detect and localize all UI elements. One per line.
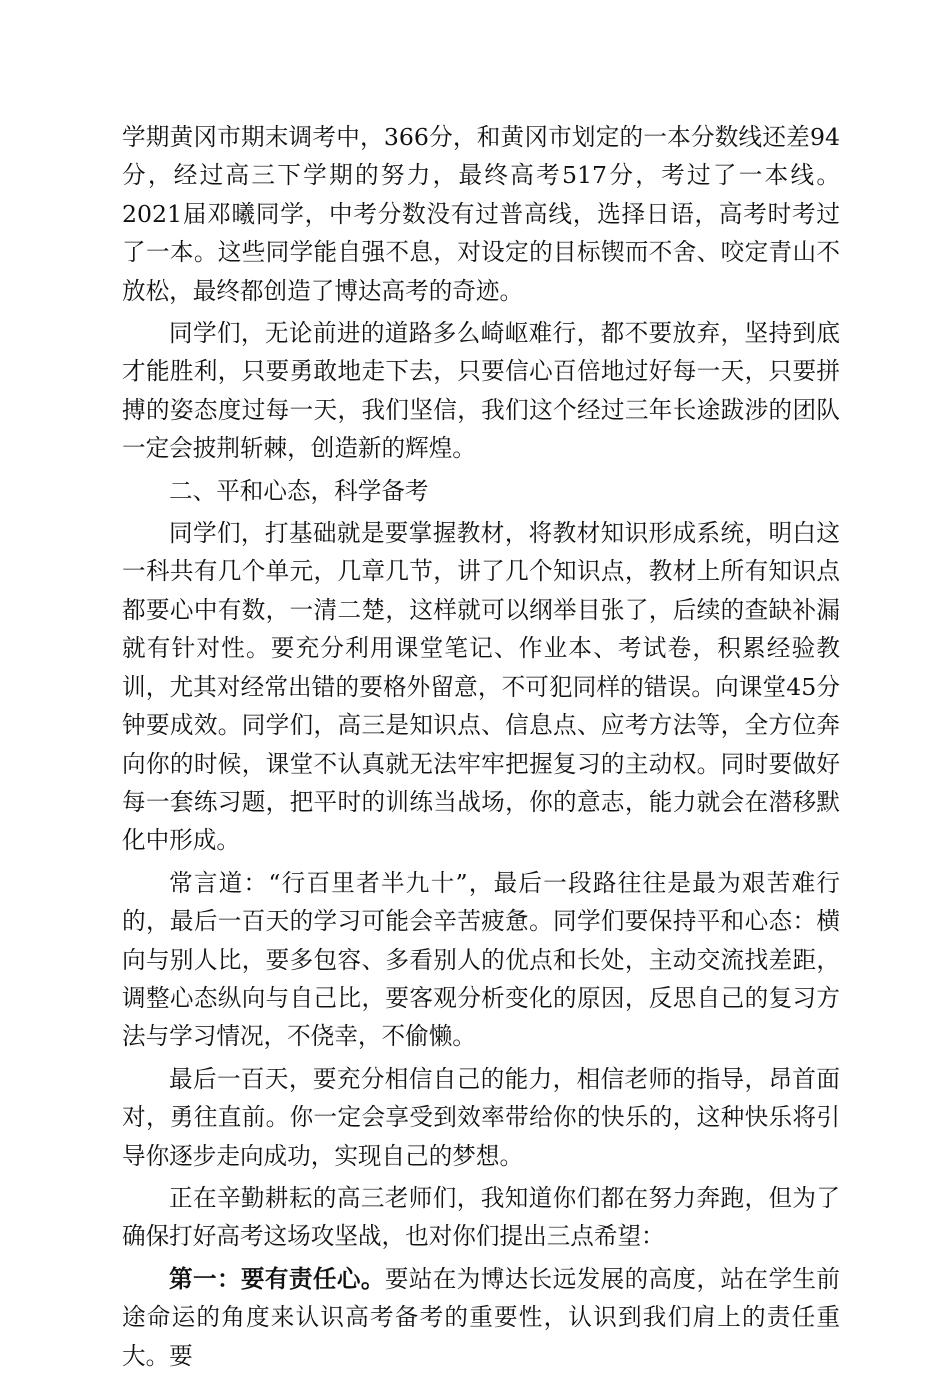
paragraph-perseverance: 同学们，无论前进的道路多么崎岖难行，都不要放弃，坚持到底才能胜利，只要勇敢地走下去，只要信心百倍地过好每一天，只要拼搏的姿态度过每一天，我们坚信，我们这个经过三年长途跋涉的团队一定会披荆斩棘，创造新的辉煌。	[122, 319, 840, 463]
paragraph-proverb: 常言道：“行百里者半九十”，最后一段路往往是最为艰苦难行的，最后一百天的学习可能会辛苦疲惫。同学们要保持平和心态：横向与别人比，要多包容、多看别人的优点和长处，主动交流找差距，调整心态纵向与自己比，要客观分析变化的原因，反思自己的复习方法与学习情况，不侥幸，不偷懒。	[122, 868, 840, 1051]
paragraph-last-hundred-days: 最后一百天，要充分相信自己的能力，相信老师的指导，昂首面对，勇往直前。你一定会享受到效率带给你的快乐的，这种快乐将引导你逐步走向成功，实现自己的梦想。	[122, 1064, 840, 1170]
paragraph-responsibility	[122, 1260, 840, 1375]
section-heading-calm-mindset: 二、平和心态，科学备考	[169, 476, 429, 505]
bold-lead-responsibility: 第一：要有责任心。	[169, 1264, 385, 1293]
paragraph-continued: 学期黄冈市期末调考中，366分，和黄冈市划定的一本分数线还差94分，经过高三下学期的努力，最终高考517分，考过了一本线。2021届邓曦同学，中考分数没有过普高线，选择日语，高考时考过了一本。这些同学能自强不息，对设定的目标锲而不舍、咬定青山不放松，最终都创造了博达高考的奇迹。	[122, 123, 840, 305]
paragraph-teachers-address: 正在辛勤耕耘的高三老师们，我知道你们都在努力奔跑，但为了确保打好高考这场攻坚战，也对你们提出三点希望：	[122, 1183, 840, 1251]
paragraph-responsibility-text: 要站在为博达长远发展的高度，站在学生前途命运的角度来认识高考备考的重要性，认识到我们肩上的责任重大。要	[122, 1264, 841, 1370]
document-body	[122, 118, 840, 1379]
paragraph-textbook-foundation: 同学们，打基础就是要掌握教材，将教材知识形成系统，明白这一科共有几个单元，几章几节，讲了几个知识点，教材上所有知识点都要心中有数，一清二楚，这样就可以纲举目张了，后续的查缺补漏就有针对性。要充分利用课堂笔记、作业本、考试卷，积累经验教训，尤其对经常出错的要格外留意，不可犯同样的错误。向课堂45分钟要成效。同学们，高三是知识点、信息点、应考方法等，全方位奔向你的时候，课堂不认真就无法牢牢把握复习的主动权。同时要做好每一套练习题，把平时的训练当战场，你的意志，能力就会在潜移默化中形成。	[122, 519, 840, 855]
